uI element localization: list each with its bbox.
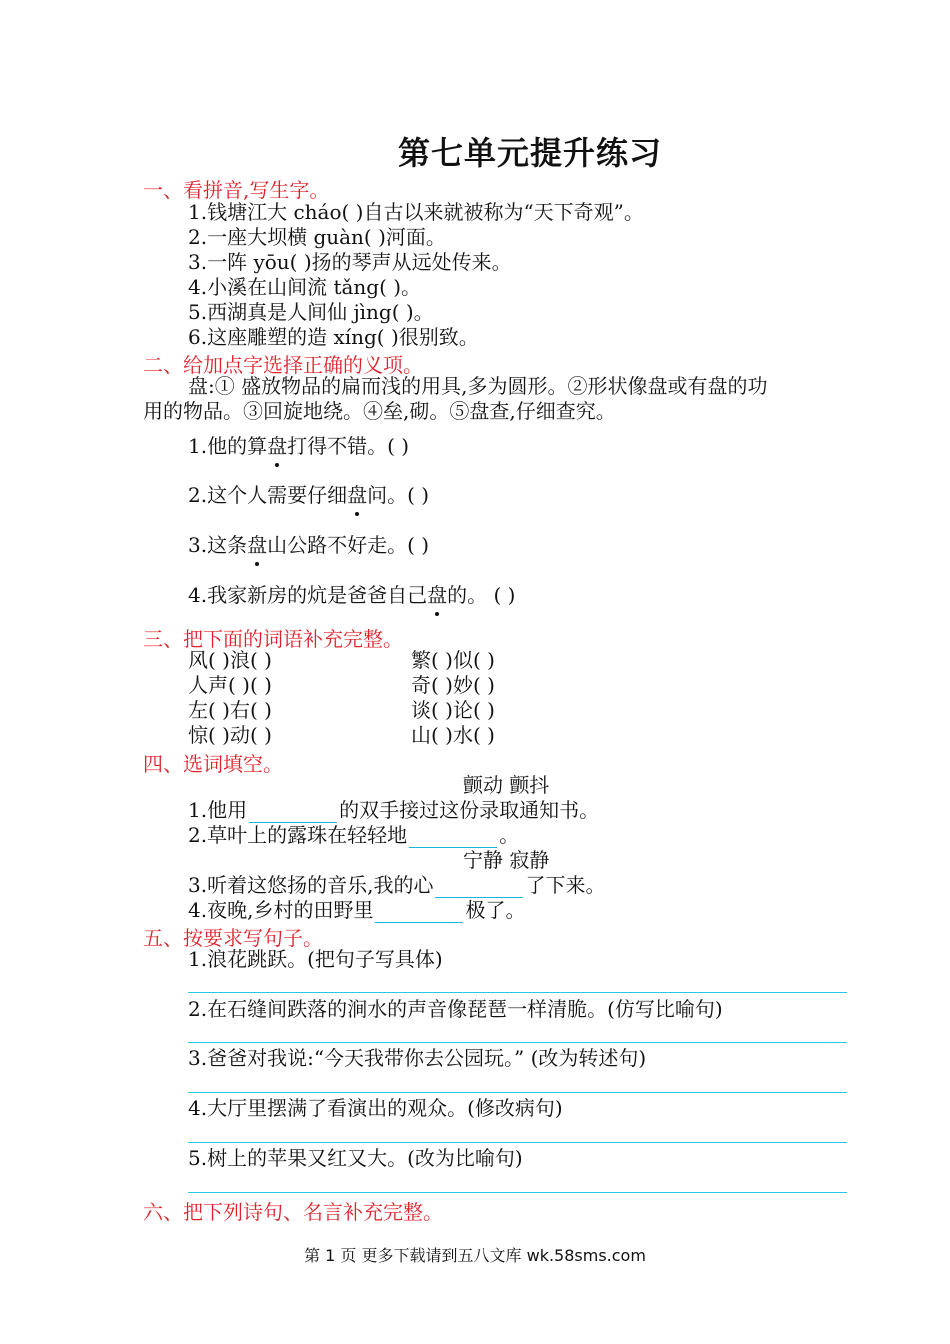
s1-item-3: 3.一阵 yōu( )扬的琴声从远处传来。 xyxy=(188,250,512,274)
fill-blank[interactable] xyxy=(375,902,463,923)
dotted-char: 盘 xyxy=(247,533,268,557)
s4-question-4: 4.夜晚,乡村的田野里 极了。 xyxy=(188,898,526,922)
s3-right-2: 奇( )妙( ) xyxy=(411,673,495,697)
s1-item-1: 1.钱塘江大 cháo( )自古以来就被称为“天下奇观”。 xyxy=(188,200,644,224)
page-title: 第七单元提升练习 xyxy=(397,134,662,172)
s3-right-3: 谈( )论( ) xyxy=(411,698,495,722)
s4-word-choices-1: 颤动 颤抖 xyxy=(463,773,550,797)
page-footer: 第 1 页 更多下载请到五八文库 wk.58sms.com xyxy=(304,1246,646,1265)
s1-item-4: 4.小溪在山间流 tǎng( )。 xyxy=(188,275,422,299)
s2-definition-line-2: 用的物品。③回旋地绕。④垒,砌。⑤盘查,仔细查究。 xyxy=(143,399,616,423)
fill-blank[interactable] xyxy=(409,827,497,848)
answer-line[interactable] xyxy=(188,1192,847,1193)
s3-right-4: 山( )水( ) xyxy=(411,723,495,747)
s1-item-5: 5.西湖真是人间仙 jìng( )。 xyxy=(188,300,434,324)
s1-item-6: 6.这座雕塑的造 xíng( )很别致。 xyxy=(188,325,479,349)
answer-line[interactable] xyxy=(188,1042,847,1043)
s2-question-1: 1.他的算盘打得不错。( ) xyxy=(188,434,410,458)
answer-line[interactable] xyxy=(188,1092,847,1093)
s4-question-3: 3.听着这悠扬的音乐,我的心 了下来。 xyxy=(188,873,606,897)
fill-blank[interactable] xyxy=(249,802,337,823)
s5-item-3: 3.爸爸对我说:“今天我带你去公园玩。” (改为转述句) xyxy=(188,1046,647,1070)
answer-line[interactable] xyxy=(188,992,847,993)
s5-item-1: 1.浪花跳跃。(把句子写具体) xyxy=(188,947,443,971)
s3-left-4: 惊( )动( ) xyxy=(188,723,272,747)
section-3-heading: 三、把下面的词语补充完整。 xyxy=(143,627,403,651)
dotted-char: 盘 xyxy=(427,583,448,607)
section-5-heading: 五、按要求写句子。 xyxy=(143,926,323,950)
dotted-char: 盘 xyxy=(347,483,368,507)
s2-question-2: 2.这个人需要仔细盘问。( ) xyxy=(188,483,430,507)
s3-right-1: 繁( )似( ) xyxy=(411,648,495,672)
section-1-heading: 一、看拼音,写生字。 xyxy=(143,178,330,202)
section-2-heading: 二、给加点字选择正确的义项。 xyxy=(143,353,423,377)
answer-line[interactable] xyxy=(188,1142,847,1143)
s4-word-choices-2: 宁静 寂静 xyxy=(463,848,550,872)
s2-definition-line-1: 盘:① 盛放物品的扁而浅的用具,多为圆形。②形状像盘或有盘的功 xyxy=(188,374,768,398)
s2-question-4: 4.我家新房的炕是爸爸自己盘的。 ( ) xyxy=(188,583,516,607)
fill-blank[interactable] xyxy=(435,877,523,898)
s3-left-2: 人声( )( ) xyxy=(188,673,272,697)
s5-item-4: 4.大厅里摆满了看演出的观众。(修改病句) xyxy=(188,1096,563,1120)
s2-question-3: 3.这条盘山公路不好走。( ) xyxy=(188,533,430,557)
section-6-heading: 六、把下列诗句、名言补充完整。 xyxy=(143,1200,443,1224)
dotted-char: 盘 xyxy=(267,434,288,458)
s1-item-2: 2.一座大坝横 guàn( )河面。 xyxy=(188,225,446,249)
s4-question-1: 1.他用 的双手接过这份录取通知书。 xyxy=(188,798,600,822)
section-4-heading: 四、选词填空。 xyxy=(143,752,283,776)
s3-left-3: 左( )右( ) xyxy=(188,698,272,722)
s5-item-2: 2.在石缝间跌落的涧水的声音像琵琶一样清脆。(仿写比喻句) xyxy=(188,997,723,1021)
s5-item-5: 5.树上的苹果又红又大。(改为比喻句) xyxy=(188,1146,523,1170)
s3-left-1: 风( )浪( ) xyxy=(188,648,272,672)
s4-question-2: 2.草叶上的露珠在轻轻地 。 xyxy=(188,823,520,847)
